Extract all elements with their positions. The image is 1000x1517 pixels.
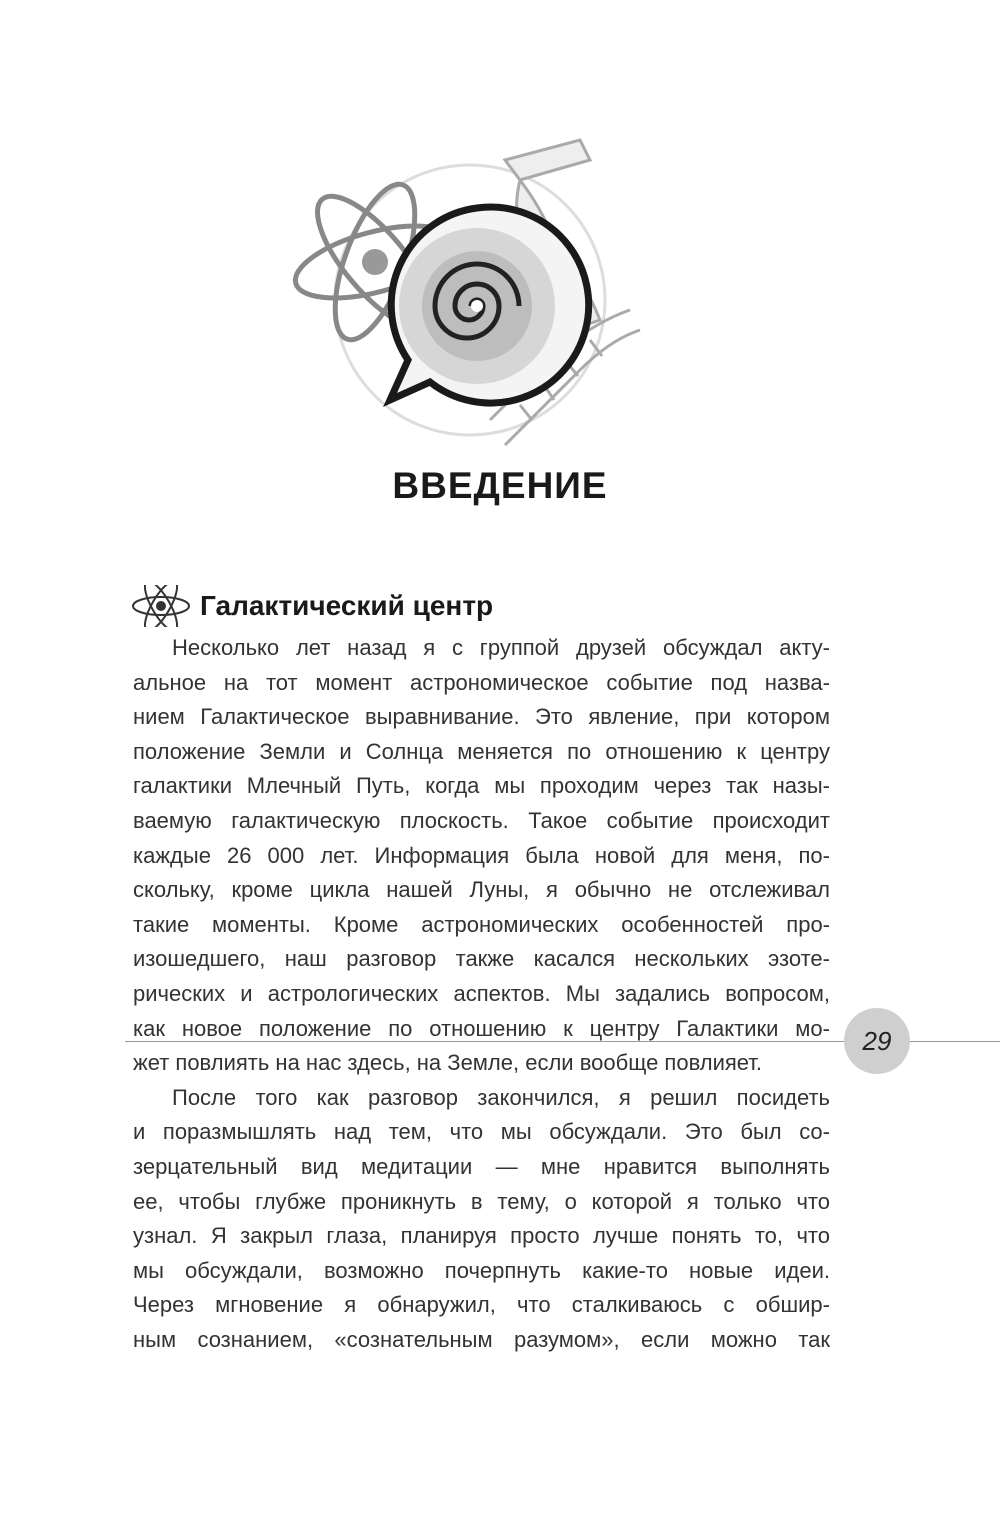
body-text — [133, 631, 830, 1357]
speech-bubble-icon — [390, 207, 589, 403]
chapter-illustration — [280, 120, 680, 460]
text-line: зерцательный вид медитации — мне нравится выполнять — [133, 1153, 830, 1179]
text-line: узнал. Я закрыл глаза, планируя просто лучше понять то, что — [133, 1223, 830, 1249]
text-line: положение Земли и Солнца меняется по отношению к центру — [133, 738, 830, 764]
text-line: мы обсуждали, возможно почерпнуть какие-то новые идеи. — [133, 1257, 830, 1283]
text-line: ваемую галактическую плоскость. Такое событие происходит — [133, 807, 830, 833]
text-line: такие моменты. Кроме астрономических особенностей про- — [133, 911, 830, 937]
text-line: как новое положение по отношению к центру Галактики мо- — [133, 1015, 830, 1041]
text-line: галактики Млечный Путь, когда мы проходим через так назы- — [133, 773, 830, 799]
atom-icon — [130, 585, 192, 627]
chapter-title: ВВЕДЕНИЕ — [392, 465, 608, 506]
section-title: Галактический центр — [200, 590, 494, 621]
text-line: Через мгновение я обнаружил, что сталкиваюсь с обшир- — [133, 1292, 830, 1318]
text-line: Несколько лет назад я с группой друзей обсуждал акту- — [172, 635, 830, 660]
section-heading — [130, 585, 493, 627]
text-line: ным сознанием, «сознательным разумом», если можно так — [133, 1326, 830, 1352]
text-line: нием Галактическое выравнивание. Это явление, при котором — [133, 704, 830, 730]
text-line: рических и астрологических аспектов. Мы задались вопросом, — [133, 980, 830, 1006]
text-line: каждые 26 000 лет. Информация была новой для меня, по- — [133, 842, 830, 868]
text-line: ее, чтобы глубже проникнуть в тему, о которой я только что — [133, 1188, 830, 1214]
text-line: изошедшего, наш разговор также касался нескольких эзоте- — [133, 946, 830, 972]
page-number: 29 — [844, 1008, 910, 1074]
text-line: скольку, кроме цикла нашей Луны, я обычно не отслеживал — [133, 877, 830, 903]
text-line: альное на тот момент астрономическое событие под назва- — [133, 669, 830, 695]
text-line: и поразмышлять над тем, что мы обсуждали. Это был со- — [133, 1119, 830, 1145]
text-line: После того как разговор закончился, я решил посидеть — [172, 1084, 830, 1110]
text-line: жет повлиять на нас здесь, на Земле, если вообще повлияет. — [133, 1050, 763, 1076]
